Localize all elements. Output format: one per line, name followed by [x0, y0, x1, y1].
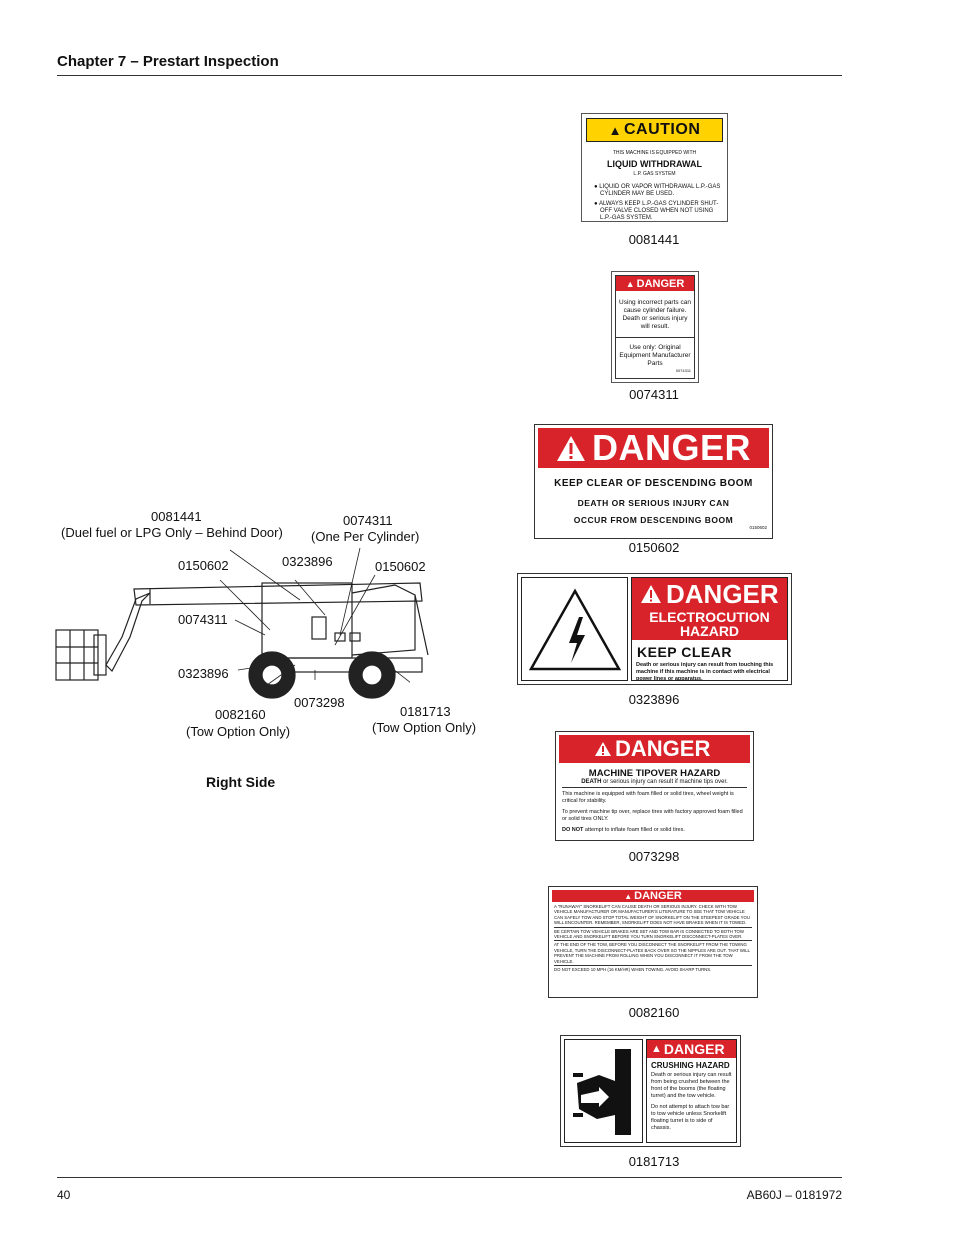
warning-triangle-icon	[640, 584, 662, 604]
danger-banner: ▲ DANGER	[552, 890, 754, 902]
crushing-hand-pictogram	[564, 1039, 643, 1143]
tipover-text1: This machine is equipped with foam filled or solid tires, wheel weight is critical for stability.	[562, 791, 734, 804]
callout-0181713: 0181713	[400, 704, 451, 719]
hazard-line1: ELECTROCUTION	[649, 609, 770, 625]
caution-bullet1: ● LIQUID OR VAPOR WITHDRAWAL L.P.-GAS CYLINDER MAY BE USED.	[594, 184, 721, 197]
callout-0150602-right: 0150602	[375, 559, 426, 574]
warning-triangle-icon: ▲	[624, 891, 633, 901]
decal-part-0074311: 0074311	[629, 387, 679, 402]
lightning-bolt-icon	[529, 587, 621, 671]
callout-0081441-note: (Duel fuel or LPG Only – Behind Door)	[61, 525, 283, 540]
decal-0082160	[548, 886, 758, 998]
danger-line1: KEEP CLEAR OF DESCENDING BOOM	[554, 478, 753, 489]
danger-banner: DANGER	[632, 578, 787, 610]
danger-banner: ▲ DANGER	[647, 1040, 736, 1058]
decal-part-0323896: 0323896	[628, 692, 680, 707]
danger-text1: Using incorrect parts can cause cylinder failure. Death or serious injury will result.	[616, 291, 694, 338]
hazard-line2: HAZARD	[679, 623, 740, 639]
electrocution-hazard-box	[632, 610, 787, 640]
decal-part-0181713: 0181713	[628, 1154, 680, 1169]
caution-banner	[586, 118, 723, 142]
decal-code: 0074311	[675, 368, 691, 373]
callout-0073298: 0073298	[294, 695, 345, 710]
decal-0081441	[581, 113, 728, 222]
callout-0082160: 0082160	[215, 707, 266, 722]
danger-banner: DANGER	[538, 428, 769, 468]
callout-0074311-left: 0074311	[178, 612, 228, 627]
figure-caption: Right Side	[206, 774, 276, 790]
crushing-heading: CRUSHING HAZARD	[651, 1061, 730, 1070]
electrical-hazard-pictogram	[521, 577, 628, 681]
decal-0181713	[560, 1035, 741, 1147]
danger-text2: Use only: Original Equipment Manufacturer Parts	[619, 344, 691, 367]
danger-banner: ▲ DANGER	[616, 276, 694, 291]
tow-text3: AT THE END OF THE TOW, BEFORE YOU DISCONNECT THE SNORKELIFT FROM THE TOWING VEHICLE, TURN THE DISCONNECT-PLATES BACK OVER SO THE NIPPLES ARE OUT. THAT WILL PREVENT THE MACHINE FROM ROLLING WHEN YOU DISCONNECT IT FROM THE TOW VEHICLE.	[554, 941, 752, 966]
decal-0150602	[534, 424, 773, 539]
warning-triangle-icon: ▲	[608, 122, 622, 138]
danger-banner: DANGER	[559, 735, 750, 763]
decal-code: 0150602	[749, 525, 767, 530]
tow-text1: A "RUNAWAY" SNORKELIFT CAN CAUSE DEATH OR SERIOUS INJURY. CHECK WITH TOW VEHICLE MANUFACTURER OR MANUFACTURER'S LITERATURE TO SEE THAT TOW VEHICLE CAN SAFELY TOW AND STOP TOTAL WEIGHT OF SNORKELIFT ON THE STEEPEST GRADE YOU WILL ENCOUNTER. REMEMBER, SNORKELIFT DOES NOT HAVE BRAKES WHEN IT IS TOWED.	[554, 904, 752, 928]
electrocution-text: Death or serious injury can result from touching this machine if this machine is in contact with electrical power lines or apparatus.	[636, 662, 774, 682]
callout-0181713-note: (Tow Option Only)	[372, 720, 477, 735]
warning-triangle-icon	[556, 434, 586, 462]
caution-line3: L.P. GAS SYSTEM	[633, 171, 676, 177]
callout-0082160-note: (Tow Option Only)	[186, 724, 291, 739]
tow-text4: DO NOT EXCEED 10 MPH (16 KM/HR) WHEN TOWING. AVOID SHARP TURNS.	[554, 967, 712, 973]
decal-part-0073298: 0073298	[628, 849, 680, 864]
crushing-hand-icon	[569, 1043, 639, 1139]
keep-clear-text: KEEP CLEAR	[637, 644, 732, 660]
danger-line2: DEATH OR SERIOUS INJURY CAN	[577, 498, 730, 508]
crushing-text1: Death or serious injury can result from being crushed between the front of the booms (the floating turret) and the tow vehicle.	[651, 1072, 732, 1099]
chapter-title: Chapter 7 – Prestart Inspection	[57, 53, 279, 70]
crushing-text2: Do not attempt to attach tow bar to tow vehicle unless Snorkelift floating turret is to side of chassis.	[651, 1104, 730, 1131]
document-id: AB60J – 0181972	[746, 1188, 842, 1202]
caution-line1: THIS MACHINE IS EQUIPPED WITH	[612, 150, 697, 156]
decal-0073298	[555, 731, 754, 841]
warning-triangle-icon	[594, 741, 612, 757]
callout-0323896-left: 0323896	[178, 666, 229, 681]
callout-0323896-top: 0323896	[282, 554, 333, 569]
callout-0081441: 0081441	[151, 509, 202, 524]
caution-line2: LIQUID WITHDRAWAL	[607, 159, 702, 169]
caution-bullet2: ● ALWAYS KEEP L.P.-GAS CYLINDER SHUT-OFF VALVE CLOSED WHEN NOT USING L.P.-GAS SYSTEM.	[594, 201, 719, 221]
tow-text2: BE CERTAIN TOW VEHICLE BRAKES ARE SET AND TOW BAR IS CONNECTED TO BOTH TOW VEHICLE AND SNORKELIFT BEFORE YOU TURN SNORKELIFT DISCONNECT-PLATES OVER.	[554, 928, 752, 942]
footer-rule	[57, 1177, 842, 1178]
callout-0074311-note: (One Per Cylinder)	[311, 529, 420, 544]
decal-0323896	[517, 573, 792, 685]
decal-part-0150602: 0150602	[628, 540, 680, 555]
page-number: 40	[57, 1188, 71, 1202]
header-rule	[57, 75, 842, 76]
caution-title: CAUTION	[623, 121, 701, 138]
warning-triangle-icon: ▲	[625, 278, 635, 289]
callout-0150602-left: 0150602	[178, 558, 229, 573]
tipover-heading: MACHINE TIPOVER HAZARD	[588, 768, 721, 779]
decal-part-0082160: 0082160	[628, 1005, 680, 1020]
decal-0074311	[611, 271, 699, 383]
danger-line3: OCCUR FROM DESCENDING BOOM	[573, 515, 734, 525]
callout-0074311-top: 0074311	[343, 513, 393, 528]
tipover-subheading: DEATH or serious injury can result if machine tips over.	[581, 779, 728, 785]
tipover-text3: DO NOT attempt to inflate foam filled or solid tires.	[562, 827, 685, 833]
decal-part-0081441: 0081441	[628, 232, 680, 247]
tipover-text2: To prevent machine tip over, replace tires with factory approved foam filled or solid tires ONLY.	[562, 809, 743, 822]
warning-triangle-icon: ▲	[651, 1043, 662, 1055]
